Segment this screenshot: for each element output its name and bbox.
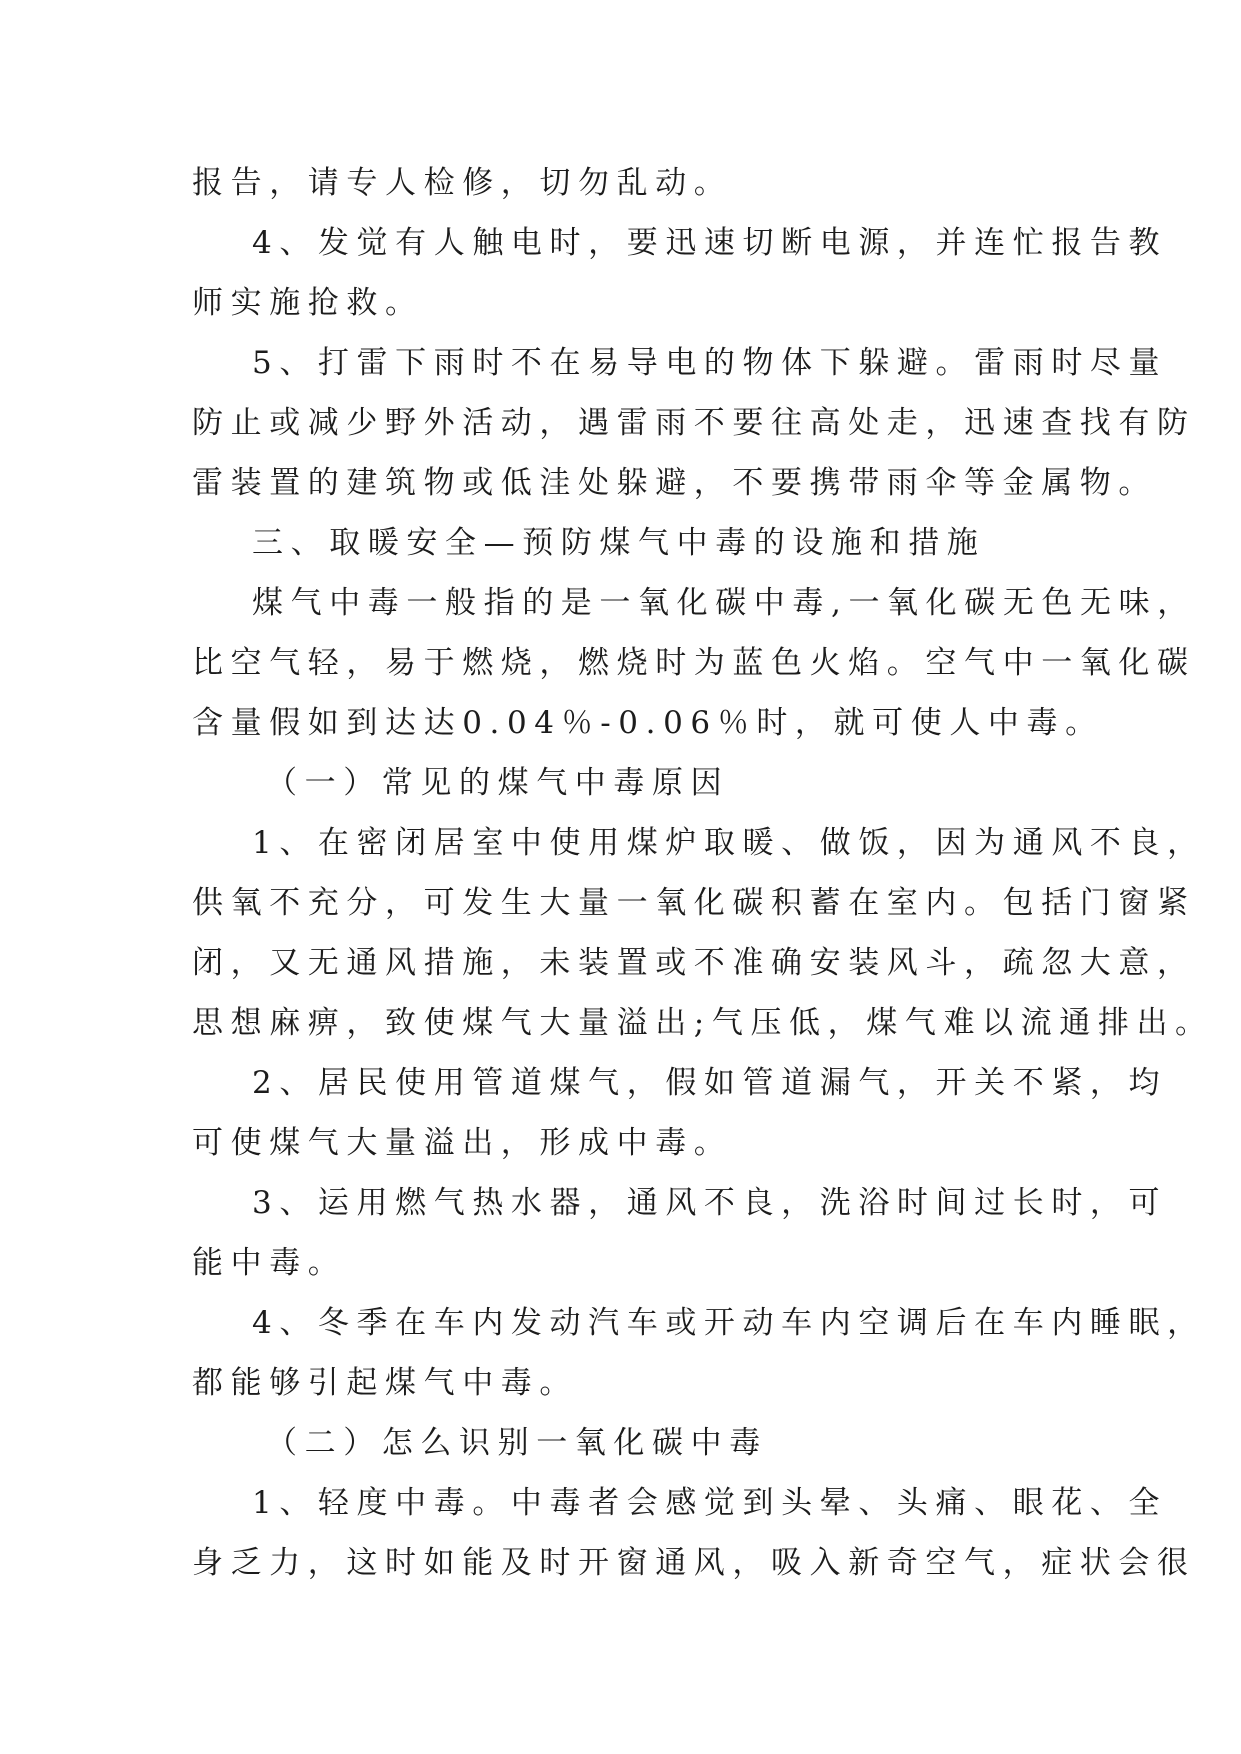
text-line: 可使煤气大量溢出，形成中毒。 xyxy=(192,1125,733,1161)
text-line: 思想麻痹，致使煤气大量溢出;气压低，煤气难以流通排出。 xyxy=(192,1005,1214,1041)
text-line: 供氧不充分，可发生大量一氧化碳积蓄在室内。包括门窗紧 xyxy=(192,885,1196,921)
text-line: 4、发觉有人触电时，要迅速切断电源，并连忙报告教 xyxy=(252,225,1168,261)
text-line: 1、在密闭居室中使用煤炉取暖、做饭，因为通风不良， xyxy=(252,825,1206,861)
section-heading: 三、取暖安全—预防煤气中毒的设施和措施 xyxy=(252,525,986,561)
text-line: 报告，请专人检修，切勿乱动。 xyxy=(192,165,733,201)
text-line: 2、居民使用管道煤气，假如管道漏气，开关不紧，均 xyxy=(252,1065,1168,1101)
text-line: 1、轻度中毒。中毒者会感觉到头晕、头痛、眼花、全 xyxy=(252,1485,1168,1521)
text-line: 3、运用燃气热水器，通风不良，洗浴时间过长时，可 xyxy=(252,1185,1168,1221)
text-line: 防止或减少野外活动，遇雷雨不要往高处走，迅速查找有防 xyxy=(192,405,1196,441)
text-line: 5、打雷下雨时不在易导电的物体下躲避。雷雨时尽量 xyxy=(252,345,1168,381)
text-line: 含量假如到达达0.04％-0.06％时，就可使人中毒。 xyxy=(192,705,1104,741)
text-line: 雷装置的建筑物或低洼处躲避，不要携带雨伞等金属物。 xyxy=(192,465,1157,501)
text-line: 比空气轻，易于燃烧，燃烧时为蓝色火焰。空气中一氧化碳 xyxy=(192,645,1196,681)
text-line: 身乏力，这时如能及时开窗通风，吸入新奇空气，症状会很 xyxy=(192,1545,1196,1581)
text-line: 4、冬季在车内发动汽车或开动车内空调后在车内睡眠， xyxy=(252,1305,1206,1341)
subsection-heading: （二）怎么识别一氧化碳中毒 xyxy=(266,1425,768,1461)
text-line: 都能够引起煤气中毒。 xyxy=(192,1365,578,1401)
text-line: 闭，又无通风措施，未装置或不准确安装风斗，疏忽大意， xyxy=(192,945,1196,981)
text-line: 能中毒。 xyxy=(192,1245,347,1281)
subsection-heading: （一）常见的煤气中毒原因 xyxy=(266,765,730,801)
text-line: 师实施抢救。 xyxy=(192,285,424,321)
text-line: 煤气中毒一般指的是一氧化碳中毒,一氧化碳无色无味， xyxy=(252,585,1196,621)
